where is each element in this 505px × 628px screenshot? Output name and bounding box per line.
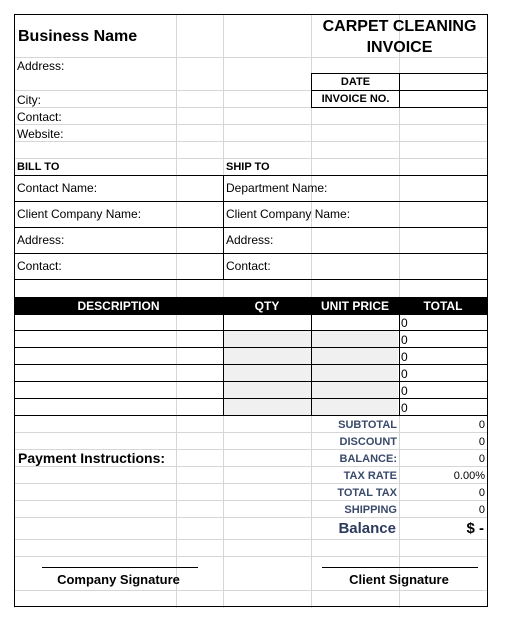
outer-border-bottom [14, 606, 488, 607]
grid-line [14, 539, 488, 540]
grid-line [14, 500, 488, 501]
discount-label: DISCOUNT [339, 436, 397, 448]
discount-value[interactable]: 0 [478, 436, 485, 448]
company-signature-line[interactable] [42, 567, 198, 568]
invoice-no-value-cell[interactable] [400, 91, 487, 107]
client-signature-line[interactable] [322, 567, 478, 568]
bill-to-contact-name[interactable]: Contact Name: [17, 181, 98, 195]
business-address-label[interactable]: Address: [17, 59, 65, 73]
table-row-line [14, 314, 488, 315]
table-row-line [14, 415, 488, 416]
ship-to-heading: SHIP TO [226, 161, 270, 173]
billing-box-divider [223, 175, 224, 280]
shipping-value[interactable]: 0 [478, 504, 485, 516]
table-row-line [14, 347, 488, 348]
column-header-total: TOTAL [423, 299, 463, 313]
grid-line [14, 517, 488, 518]
grid-line [14, 57, 488, 58]
client-signature-label: Client Signature [349, 572, 449, 587]
grid-line [14, 466, 488, 467]
balance-label: BALANCE: [339, 453, 397, 465]
business-city-label[interactable]: City: [17, 93, 41, 107]
row-total: 0 [401, 316, 408, 330]
bill-to-contact[interactable]: Contact: [17, 259, 62, 273]
table-col-line [311, 314, 312, 416]
bill-to-heading: BILL TO [17, 161, 60, 173]
business-website-label[interactable]: Website: [17, 127, 64, 141]
ship-to-address[interactable]: Address: [226, 233, 274, 247]
grid-line [14, 158, 488, 159]
bill-to-client-company[interactable]: Client Company Name: [17, 207, 142, 221]
subtotal-value: 0 [478, 419, 485, 431]
tax-rate-label: TAX RATE [343, 470, 397, 482]
grid-line [14, 124, 488, 125]
total-tax-value: 0 [478, 487, 485, 499]
row-total: 0 [401, 384, 408, 398]
billing-box-top [14, 175, 488, 176]
row-total: 0 [401, 350, 408, 364]
table-col-line [399, 314, 400, 416]
balance-value: 0 [478, 453, 485, 465]
table-row-line [14, 330, 488, 331]
date-label: DATE [340, 76, 371, 88]
column-header-description: DESCRIPTION [77, 299, 160, 313]
final-balance-value: $ - [466, 520, 484, 537]
invoice-no-label: INVOICE NO. [321, 93, 390, 105]
invoice-title-line1: CARPET CLEANING [322, 18, 477, 35]
total-tax-label: TOTAL TAX [337, 487, 397, 499]
grid-line [14, 483, 488, 484]
billing-box-bottom [14, 279, 488, 280]
subtotal-label: SUBTOTAL [338, 419, 397, 431]
ship-to-department[interactable]: Department Name: [226, 181, 328, 195]
billing-row-line [14, 253, 488, 254]
invoice-title-line2: INVOICE [366, 39, 433, 56]
grid-line [14, 141, 488, 142]
business-contact-label[interactable]: Contact: [17, 110, 62, 124]
row-total: 0 [401, 367, 408, 381]
bill-to-address[interactable]: Address: [17, 233, 65, 247]
table-row-line [14, 364, 488, 365]
table-col-line [223, 314, 224, 416]
billing-row-line [14, 201, 488, 202]
outer-border-top [14, 14, 488, 15]
row-total: 0 [401, 401, 408, 415]
column-header-qty: QTY [254, 299, 280, 313]
ship-to-client-company[interactable]: Client Company Name: [226, 207, 351, 221]
column-header-unit-price: UNIT PRICE [320, 299, 389, 313]
date-value-cell[interactable] [400, 74, 487, 90]
table-row-line [14, 381, 488, 382]
business-name[interactable]: Business Name [18, 28, 138, 45]
company-signature-label: Company Signature [57, 572, 180, 587]
grid-line [14, 556, 488, 557]
grid-line [14, 432, 488, 433]
grid-line [14, 590, 488, 591]
final-balance-label: Balance [338, 520, 396, 537]
billing-row-line [14, 227, 488, 228]
tax-rate-value[interactable]: 0.00% [453, 470, 485, 482]
payment-instructions-label[interactable]: Payment Instructions: [18, 450, 166, 466]
table-row-line [14, 398, 488, 399]
shipping-label: SHIPPING [344, 504, 397, 516]
ship-to-contact[interactable]: Contact: [226, 259, 271, 273]
row-total: 0 [401, 333, 408, 347]
